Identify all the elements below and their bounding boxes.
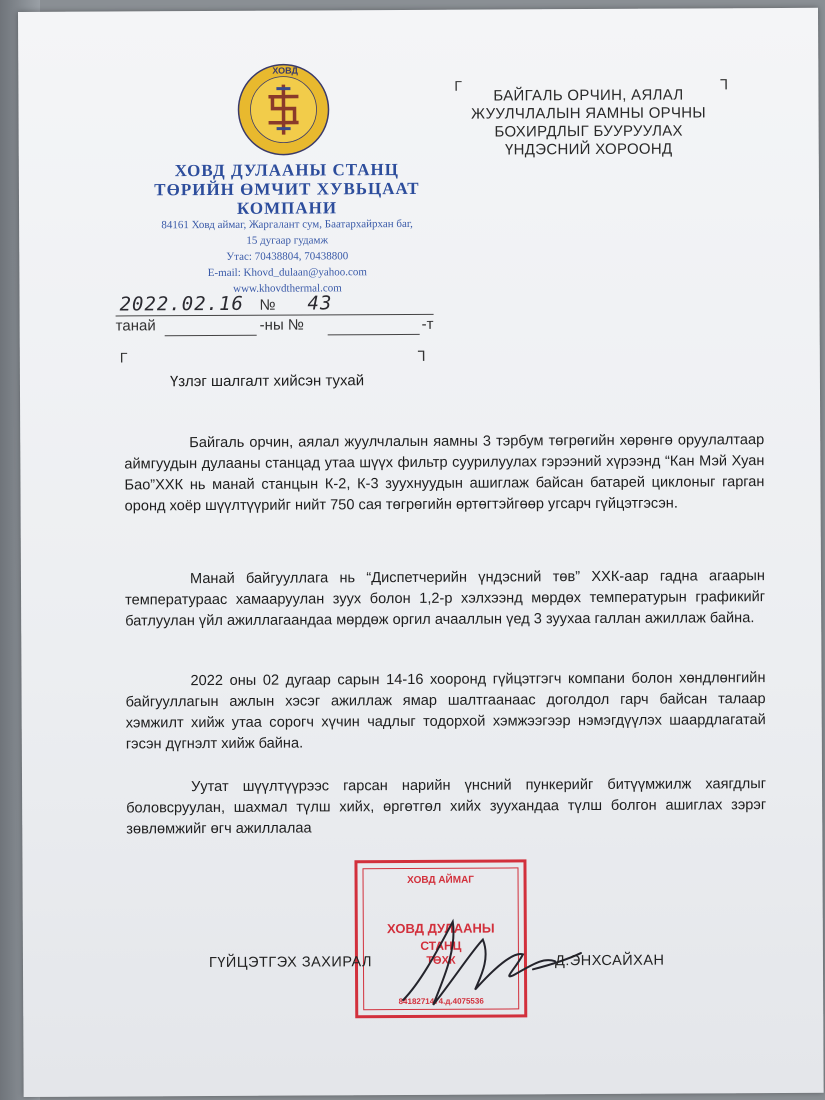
reply-underline-1 xyxy=(165,335,257,336)
body-paragraph-4: Уутат шүүлтүүрээс гарсан нарийн үнсний пункерийг битүүмжилж хаягдлыг боловсруулан, шахмал түлш хийх, өргөтгөл хийх зуухандаа түлш болгон ашиглах зэрэг зөвлөмжийг өгч ажиллалаа xyxy=(126,776,767,838)
number-label: № xyxy=(259,296,276,314)
stamp-bottom-text: 8418271474.д.4075536 xyxy=(398,996,484,1007)
recipient-line1: БАЙГАЛЬ ОРЧИН, АЯЛАЛ xyxy=(493,86,684,105)
stamp-main-line2: СТАНЦ xyxy=(420,938,462,953)
org-name-line3: КОМПАНИ xyxy=(236,198,338,218)
reply-label-2: -ны № xyxy=(259,316,305,334)
phone-text: Утас: 70438804, 70438800 xyxy=(226,250,349,263)
logo-text-top: ХОВД xyxy=(272,65,298,76)
org-name-line2: ТӨРИЙН ӨМЧИТ ХУВЬЦААТ xyxy=(154,178,420,200)
company-logo xyxy=(236,62,330,156)
letter-page xyxy=(18,8,824,1097)
reply-underline-2 xyxy=(328,334,420,335)
recipient-line4: ҮНДЭСНИЙ ХОРООНД xyxy=(504,140,673,159)
recipient-corner-close: Ꞁ xyxy=(720,76,729,93)
subject-line: Үзлэг шалгалт хийсэн тухай xyxy=(169,372,365,391)
recipient-line3: БОХИРДЛЫГ БУУРУУЛАХ xyxy=(494,122,683,141)
org-name-line1: ХОВД ДУЛААНЫ СТАНЦ xyxy=(174,160,400,181)
address-line2: 15 дугаар гудамж xyxy=(246,234,329,247)
reply-label-1: танай xyxy=(115,317,156,335)
subject-corner-open: Г xyxy=(119,349,128,366)
stamp-main-line3: ТӨХК xyxy=(426,954,456,967)
body-paragraph-2: Манай байгууллага нь “Диспетчерийн үндэсний төв” ХХК-аар гадна агаарын температураас хамааруулан зуух болон 1,2-р хэлхээнд мөрдөх температурын графикийг батлуулан үйл ажиллагаандаа мөрдөж оргил ачааллын үед 3 зуухаа галлан ажиллаж байна. xyxy=(125,568,766,630)
address-line1: 84161 Ховд аймаг, Жаргалант сум, Баатархайрхан баг, xyxy=(161,217,413,232)
stamp-main-line1: ХОВД ДУЛААНЫ xyxy=(386,920,495,937)
reply-label-3: -т xyxy=(421,315,434,333)
number-handwritten: 43 xyxy=(307,292,333,315)
body-paragraph-3: 2022 оны 02 дугаар сарын 14-16 хооронд гүйцэтгэгч компани болон хөндлөнгийн байгууллагын ажлын хэсэг ажиллаж ямар шалтгаанаас доголдол гарч байсан талаар хэмжилт хийж утаа сорогч хүчин чадлыг тодорхой хэмжээгээр нэмэгдүүлэх шаардлагатай гэсэн дүгнэлт хийж байна. xyxy=(125,670,766,753)
recipient-line2: ЖУУЛЧЛАЛЫН ЯАМНЫ ОРЧНЫ xyxy=(471,104,707,123)
signatory-title: ГҮЙЦЭТГЭХ ЗАХИРАЛ xyxy=(208,954,373,972)
subject-corner-close: Ꞁ xyxy=(417,347,426,364)
website-text: www.khovdthermal.com xyxy=(233,282,342,295)
body-paragraph-1: Байгаль орчин, аялал жуулчлалын яамны 3 тэрбум төгрөгийн хөрөнгө оруулалтаар аймгуудын дулааны станцад утаа шүүх фильтр суурилуулах гэрээний хүрээнд “Кан Мэй Хуан Бао”ХХК нь манай станцын К-2, К-3 зуухнуудын ашиглаж байсан батарей циклоныг гарган оронд хоёр шүүлтүүрийг нийт 750 сая төгрөгийн өртөгтэйгөөр угсарч гүйцэтгэсэн. xyxy=(124,432,765,515)
email-text: E-mail: Khovd_dulaan@yahoo.com xyxy=(207,266,368,280)
stamp-top-text: ХОВД АЙМАГ xyxy=(407,874,474,886)
recipient-corner-open: Г xyxy=(454,77,463,94)
date-handwritten: 2022.02.16 xyxy=(119,292,244,316)
signatory-name: Д.ЭНХСАЙХАН xyxy=(554,952,665,970)
